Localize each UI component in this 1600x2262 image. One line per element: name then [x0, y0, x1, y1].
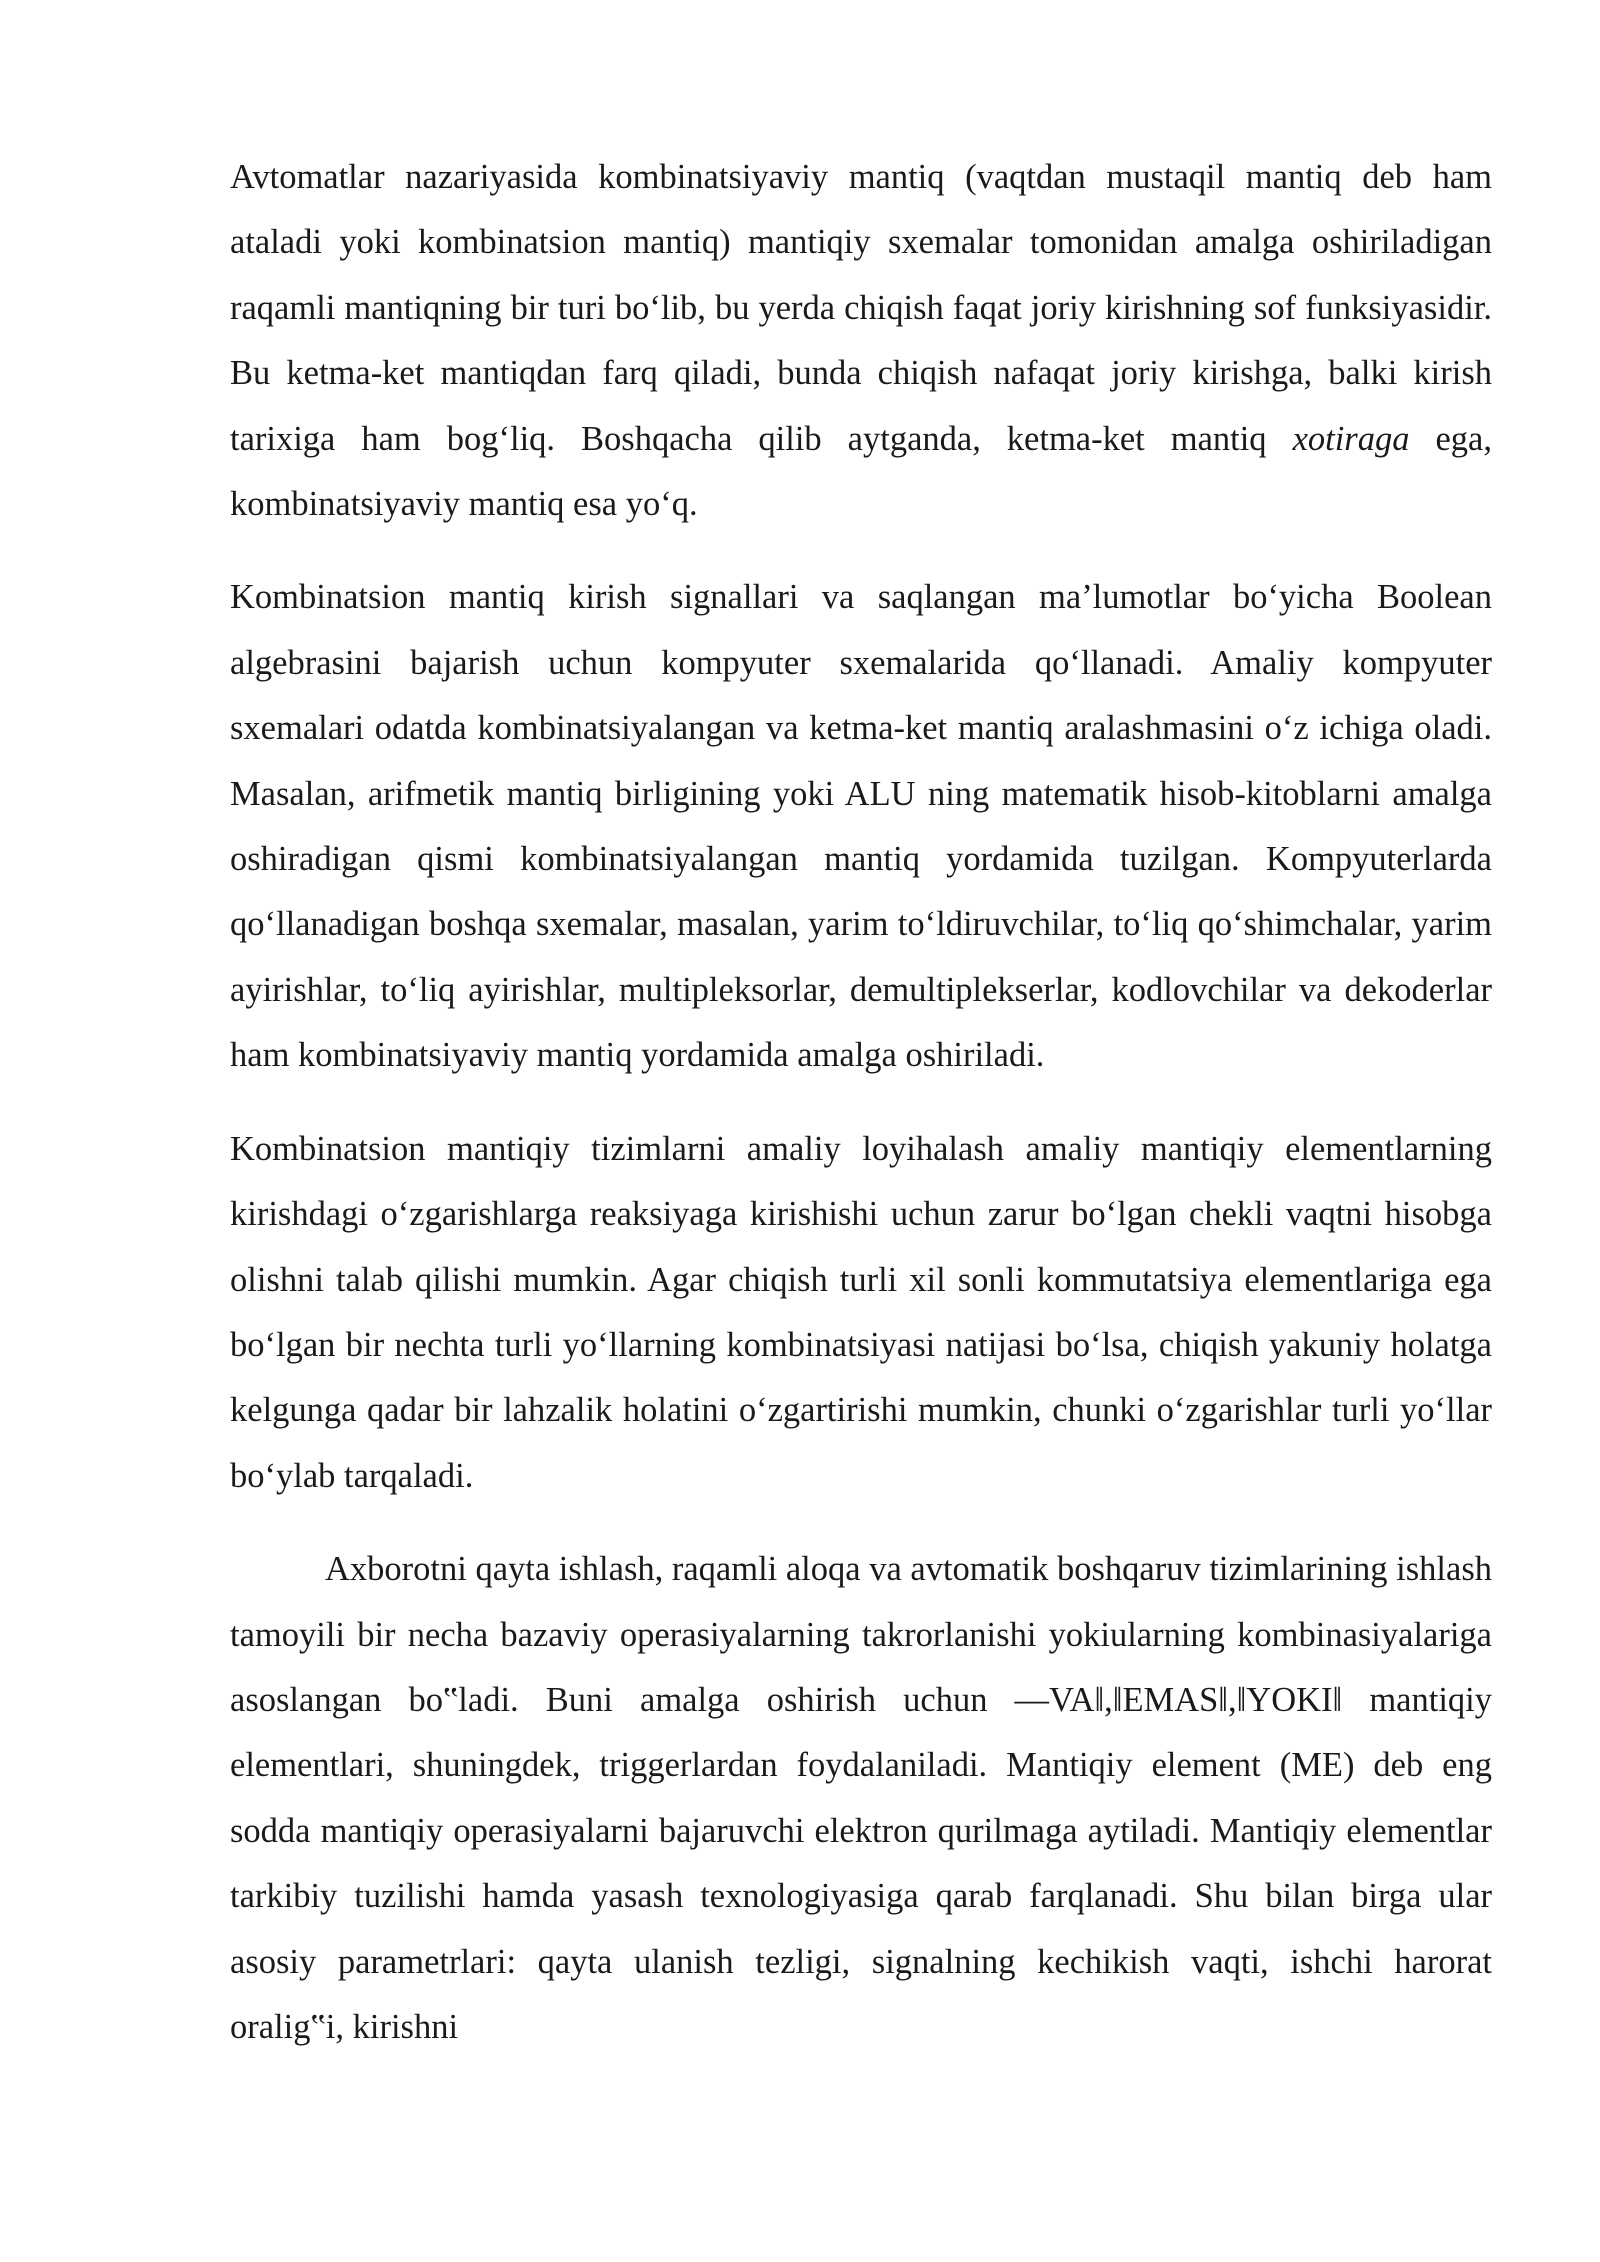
paragraph-practical-design: Kombinatsion mantiqiy tizimlarni amaliy loyihalash amaliy mantiqiy elementlarning kirishdagi o‘zgarishlarga reaksiyaga kirishishi uchun zarur bo‘lgan chekli vaqtni hisobga olishni talab qilishi mumkin. Agar chiqish turli xil sonli kommutatsiya elementlariga ega bo‘lgan bir nechta turli yo‘llarning kombinatsiyasi natijasi bo‘lsa, chiqish yakuniy holatga kelgunga qadar bir lahzalik holatini o‘zgartirishi mumkin, chunki o‘zgarishlar turli yo‘llar bo‘ylab tarqaladi. [230, 1129, 1492, 1495]
paragraph-text: Avtomatlar nazariyasida kombinatsiyaviy mantiq (vaqtdan mustaqil mantiq deb ham ataladi yoki kombinatsion mantiq) mantiqiy sxemalar tomonidan amalga oshiriladigan raqamli mantiqning bir turi bo‘lib, bu yerda chiqish faqat joriy kirishning sof funksiyasidir. Bu ketma-ket mantiqdan farq qiladi, bunda chiqish nafaqat joriy kirishga, balki kirish tarixiga ham bog‘liq. Boshqacha qilib aytganda, ketma-ket mantiq [230, 158, 1492, 458]
paragraph-logic-elements: Axborotni qayta ishlash, raqamli aloqa va avtomatik boshqaruv tizimlarining ishlash tamoyili bir necha bazaviy operasiyalarning takrorlanishi yokiularning kombinasiyalariga asoslangan bo‟ladi. Buni amalga oshirish uchun ―VA‖,‖EMAS‖,‖YOKI‖ mantiqiy elementlari, shuningdek, triggerlardan foydalaniladi. Mantiqiy element (ME) deb eng sodda mantiqiy operasiyalarni bajaruvchi elektron qurilmaga aytiladi. Mantiqiy elementlar tarkibiy tuzilishi hamda yasash texnologiyasiga qarab farqlanadi. Shu bilan birga ular asosiy parametrlari: qayta ulanish tezligi, signalning kechikish vaqti, ishchi harorat oralig‟i, kirishni [230, 1550, 1493, 2046]
paragraph-combinational-logic-definition [230, 145, 1492, 537]
document-body [230, 145, 1492, 2088]
italic-term: xotiraga [1292, 419, 1410, 458]
paragraph-text: ega, kombinatsiyaviy mantiq esa yo‘q. [230, 419, 1492, 524]
paragraph-computer-circuits: Kombinatsion mantiq kirish signallari va saqlangan ma’lumotlar bo‘yicha Boolean algebrasini bajarish uchun kompyuter sxemalarida qo‘llanadi. Amaliy kompyuter sxemalari odatda kombinatsiyalangan va ketma-ket mantiq aralashmasini o‘z ichiga oladi. Masalan, arifmetik mantiq birligining yoki ALU ning matematik hisob-kitoblarni amalga oshiradigan qismi kombinatsiyalangan mantiq yordamida tuzilgan. Kompyuterlarda qo‘llanadigan boshqa sxemalar, masalan, yarim to‘ldiruvchilar, to‘liq qo‘shimchalar, yarim ayirishlar, to‘liq ayirishlar, multipleksorlar, demultiplekserlar, kodlovchilar va dekoderlar ham kombinatsiyaviy mantiq yordamida amalga oshiriladi. [230, 578, 1492, 1075]
